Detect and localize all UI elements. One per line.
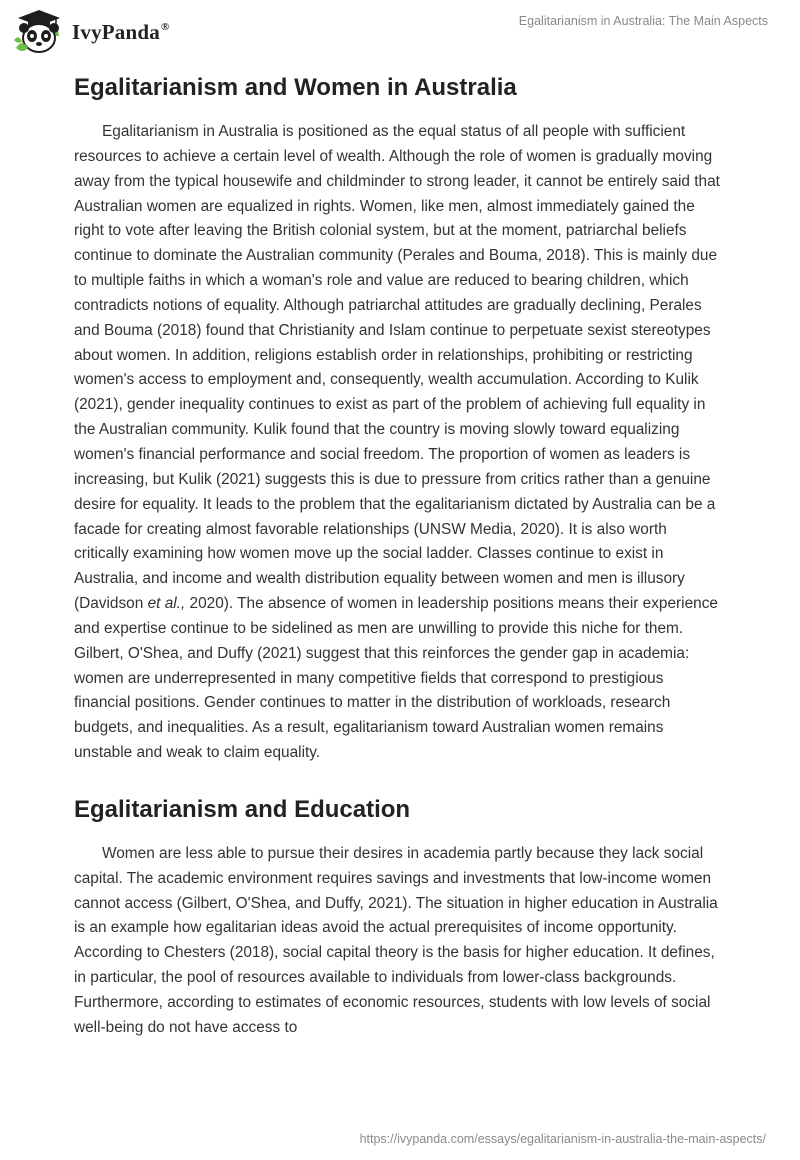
ivypanda-logo[interactable] — [12, 8, 169, 56]
section-heading-education: Egalitarianism and Education — [74, 795, 411, 823]
section-paragraph-women: Egalitarianism in Australia is positioned as the equal status of all people with sufficient resources to achieve a certain level of wealth. Although the role of women is gradually moving away from the typical housewife and childminder to strong leader, it cannot be entirely said that Australian women are equalized in rights. Women, like men, almost immediately gained the right to vote after leaving the British colonial system, but at the moment, patriarchal beliefs continue to dominate the Australian community (Perales and Bouma, 2018). This is mainly due to multiple faiths in which a woman's role and value are reduced to bearing children, which contradicts notions of equality. Although patriarchal attitudes are gradually declining, Perales and Bouma (2018) found that Christianity and Islam continue to perpetuate sexist stereotypes about women. In addition, religions establish order in relationships, prohibiting or restricting women's access to employment and, consequently, wealth accumulation. According to Kulik (2021), gender inequality continues to exist as part of the problem of achieving full equality in the Australian community. Kulik found that the country is moving slowly toward equalizing women's financial performance and social freedom. The proportion of women as leaders is increasing, but Kulik (2021) suggests this is due to pressure from critics rather than a genuine desire for equality. It leads to the problem that the egalitarianism dictated by Australia can be a facade for creating almost favorable relationships (UNSW Media, 2020). It is also worth critically examining how women move up the social ladder. Classes continue to exist in Australia, and income and wealth distribution equality between women and men is illusory (Davidson et al., 2020). The absence of women in leadership positions means their experience and expertise continue to be sidelined as men are unwilling to provide this niche for them. Gilbert, O'Shea, and Duffy (2021) suggest that this reinforces the gender gap in academia: women are underrepresented in many competitive fields that correspond to prestigious financial positions. Gender continues to matter in the distribution of workloads, research budgets, and inequalities. As a result, egalitarianism toward Australian women remains unstable and weak to claim equality. — [74, 123, 720, 762]
logo-wordmark: IvyPanda® — [72, 19, 170, 44]
italic-citation: et al., — [147, 595, 186, 613]
page-header — [0, 0, 800, 60]
page-title-header: Egalitarianism in Australia: The Main Aspects — [518, 14, 768, 28]
panda-graduate-icon — [12, 8, 66, 56]
section-paragraph-education: Women are less able to pursue their desires in academia partly because they lack social capital. The academic environment requires savings and investments that low-income women cannot access (Gilbert, O'Shea, and Duffy, 2021). The situation in higher education in Australia is an example how egalitarian ideas avoid the actual prerequisites of income opportunity. According to Chesters (2018), social capital theory is the basis for higher education. It defines, in particular, the pool of resources available to individuals from lower-class backgrounds. Furthermore, according to estimates of economic resources, students with low levels of social well-being do not have access to — [74, 844, 718, 1036]
article-content — [74, 72, 724, 1041]
section-heading-women: Egalitarianism and Women in Australia — [74, 74, 517, 101]
footer-source-url[interactable]: https://ivypanda.com/essays/egalitarianism-in-australia-the-main-aspects/ — [359, 1132, 766, 1146]
